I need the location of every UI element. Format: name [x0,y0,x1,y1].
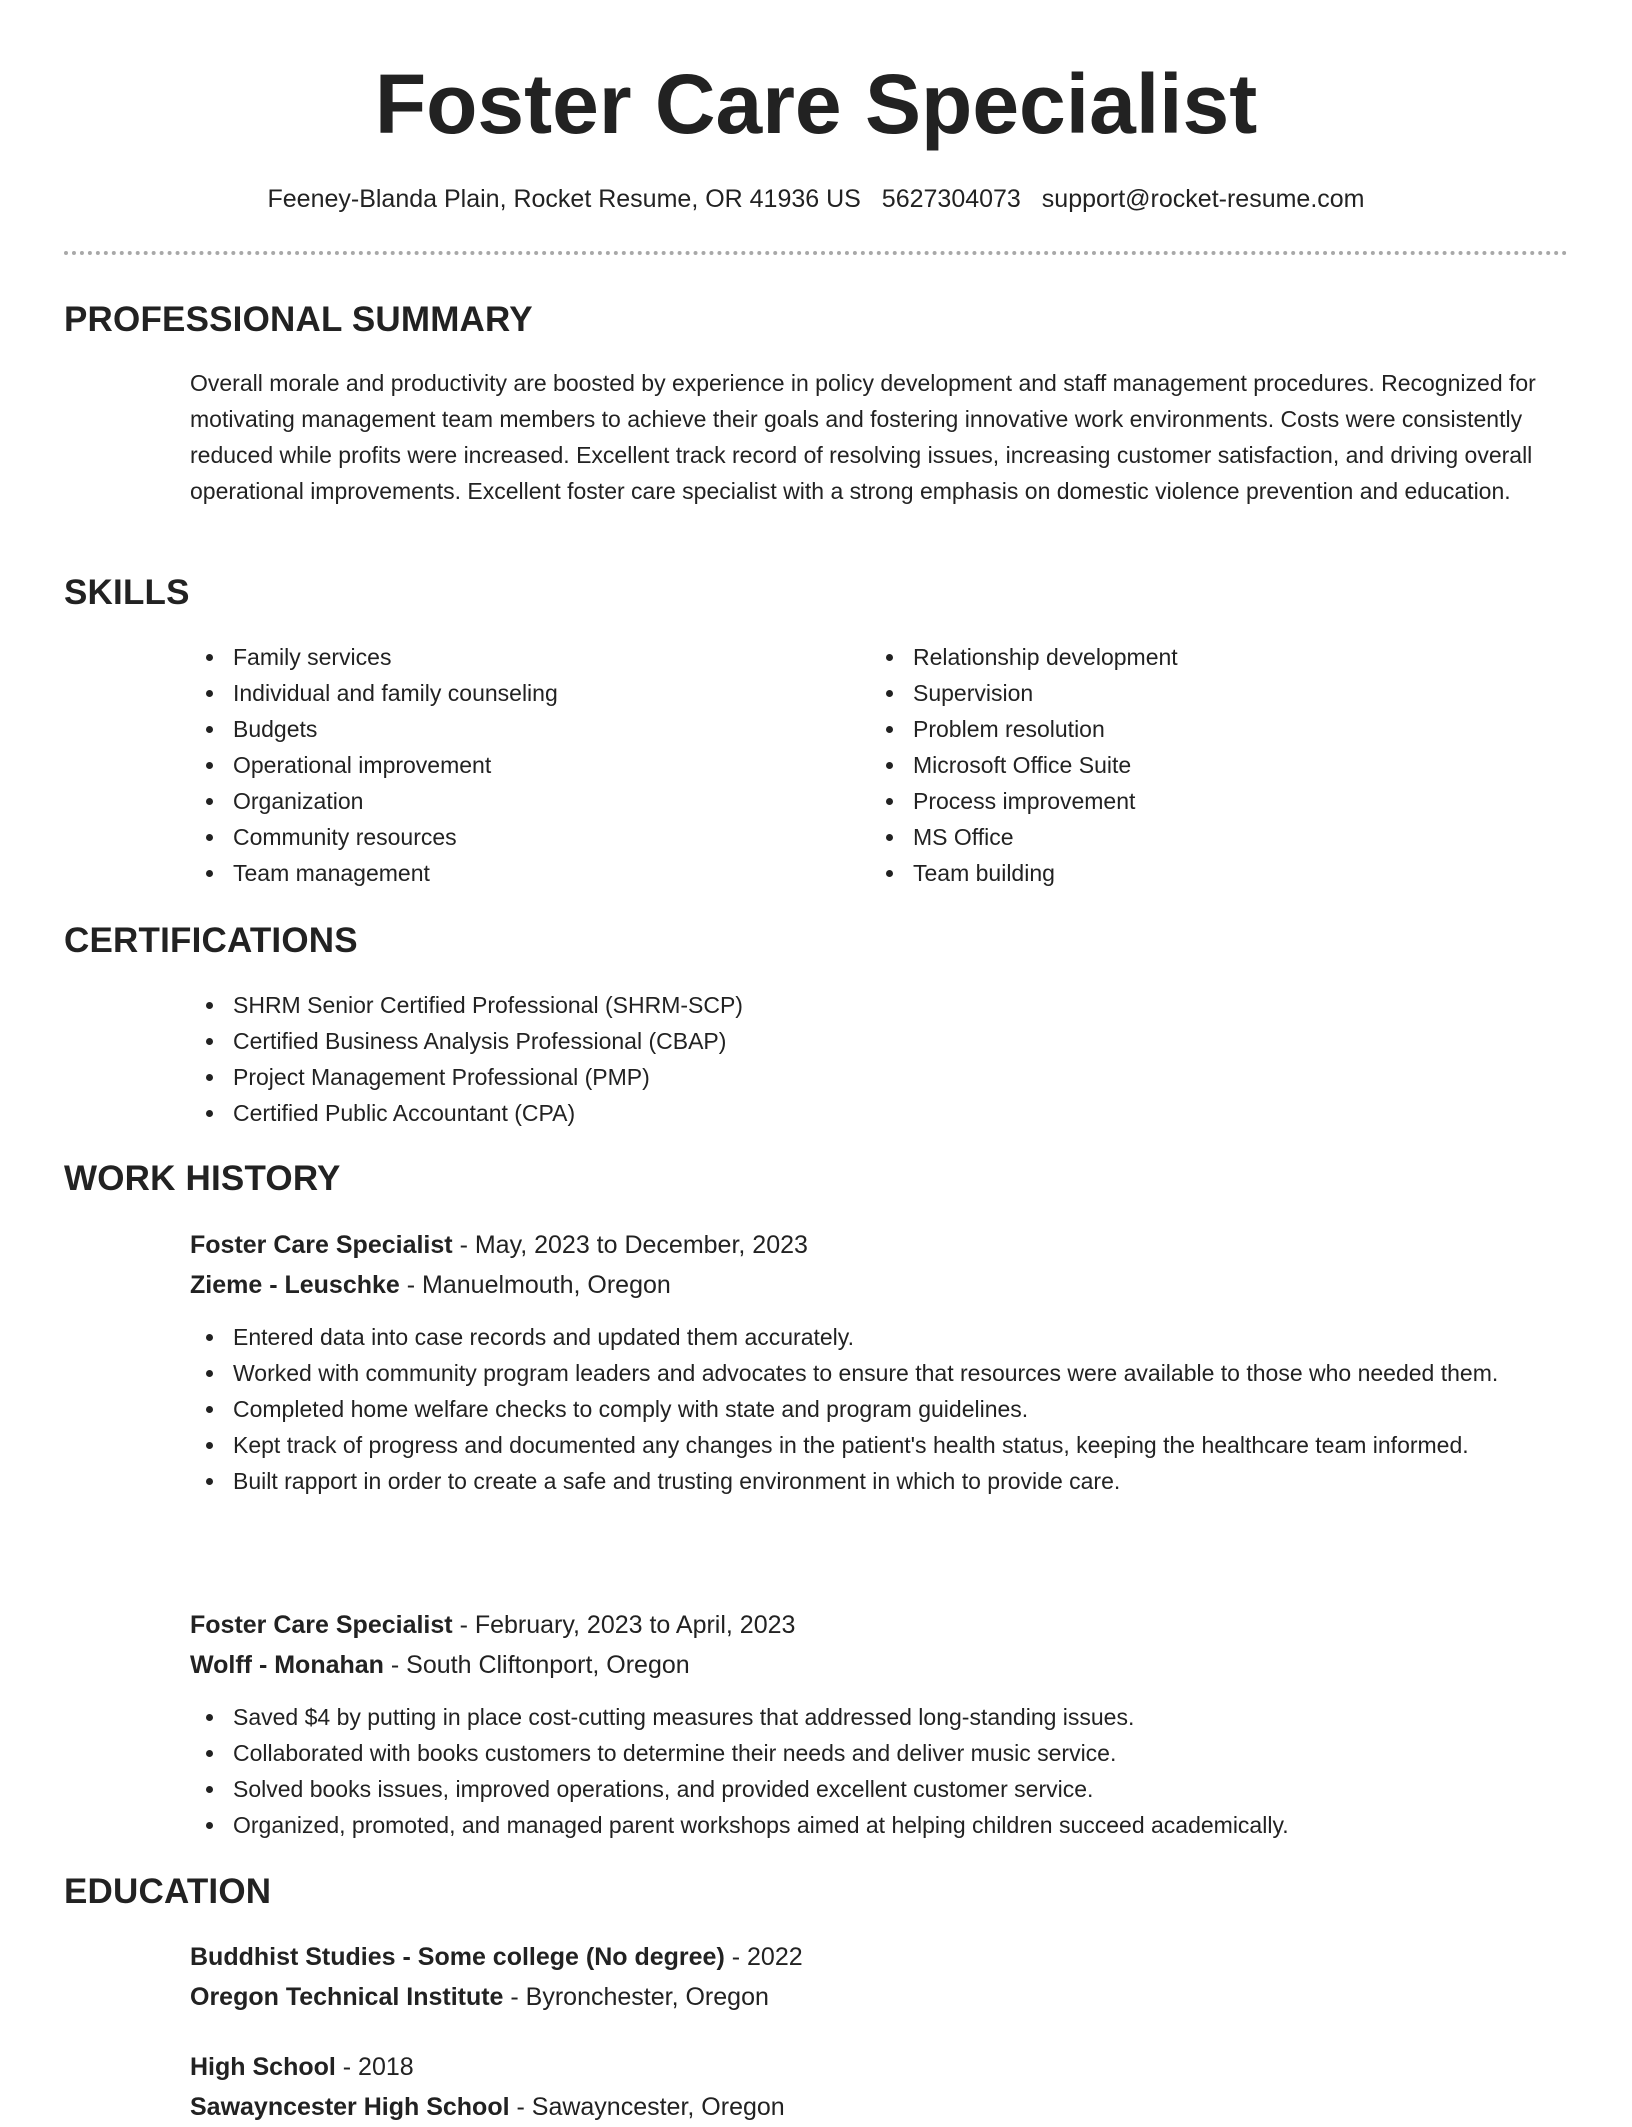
skill-item: Problem resolution [870,711,1510,747]
education-location: - Sawayncester, Oregon [509,2093,785,2121]
education-degree: High School [190,2053,336,2081]
job-title: Foster Care Specialist [190,1231,453,1259]
job-bullet: Completed home welfare checks to comply with state and program guidelines. [190,1391,1570,1427]
education-location: - Byronchester, Oregon [503,1983,769,2011]
certifications-list [190,987,1570,1131]
job-entry [190,1225,1570,1305]
job-company: Zieme - Leuschke [190,1271,400,1299]
job-bullet: Organized, promoted, and managed parent workshops aimed at helping children succeed academically. [190,1807,1570,1843]
skill-item: Team management [190,855,830,891]
education-entry [190,2047,1570,2127]
job-company: Wolff - Monahan [190,1651,384,1679]
job-location: - South Cliftonport, Oregon [383,1651,690,1679]
skill-item: Community resources [190,819,830,855]
education-school-line [190,1977,1570,2017]
job-bullet: Kept track of progress and documented any changes in the patient's health status, keeping the healthcare team informed. [190,1427,1570,1463]
contact-phone: 5627304073 [881,185,1021,213]
job-dates: - February, 2023 to April, 2023 [452,1611,796,1639]
job-title-line [190,1605,1570,1645]
job-title-line [190,1225,1570,1265]
job-company-line [190,1645,1570,1685]
education-school: Oregon Technical Institute [190,1983,504,2011]
section-heading-certifications: CERTIFICATIONS [64,921,358,960]
skill-item: Organization [190,783,830,819]
job-location: - Manuelmouth, Oregon [399,1271,671,1299]
skills-list-right [870,639,1510,891]
skill-item: Team building [870,855,1510,891]
job-bullet: Collaborated with books customers to determine their needs and deliver music service. [190,1735,1570,1771]
skill-item: Microsoft Office Suite [870,747,1510,783]
section-heading-education: EDUCATION [64,1872,272,1911]
header-divider [64,251,1568,255]
summary-text: Overall morale and productivity are boosted by experience in policy development and staff management procedures. Recognized for motivating management team members to achieve their goals and fostering innovative work environments. Costs were consistently reduced while profits were increased. Excellent track record of resolving issues, increasing customer satisfaction, and driving overall operational improvements. Excellent foster care specialist with a strong emphasis on domestic violence prevention and education. [190,370,1536,504]
job-entry [190,1605,1570,1685]
job-bullet: Solved books issues, improved operations, and provided excellent customer service. [190,1771,1570,1807]
job-bullets [190,1319,1570,1499]
job-company-line [190,1265,1570,1305]
education-degree-line [190,2047,1570,2087]
candidate-name: Foster Care Specialist [374,57,1258,151]
skill-item: Family services [190,639,830,675]
certification-item: Certified Business Analysis Professional (CBAP) [190,1023,1570,1059]
job-dates: - May, 2023 to December, 2023 [452,1231,808,1259]
education-entry [190,1937,1570,2017]
certification-item: SHRM Senior Certified Professional (SHRM-SCP) [190,987,1570,1023]
skill-item: Supervision [870,675,1510,711]
contact-address: Feeney-Blanda Plain, Rocket Resume, OR 41936 US [267,185,861,213]
job-title: Foster Care Specialist [190,1611,453,1639]
certification-item: Certified Public Accountant (CPA) [190,1095,1570,1131]
section-heading-skills: SKILLS [64,573,190,612]
education-degree: Buddhist Studies - Some college (No degree) [190,1943,725,1971]
job-bullet: Worked with community program leaders and advocates to ensure that resources were available to those who needed them. [190,1355,1570,1391]
section-heading-work-history: WORK HISTORY [64,1159,341,1198]
contact-email: support@rocket-resume.com [1041,185,1365,213]
education-year: - 2022 [724,1943,803,1971]
section-heading-summary: PROFESSIONAL SUMMARY [64,300,533,339]
skill-item: Process improvement [870,783,1510,819]
job-bullet: Saved $4 by putting in place cost-cutting measures that addressed long-standing issues. [190,1699,1570,1735]
job-bullet: Entered data into case records and updated them accurately. [190,1319,1570,1355]
education-year: - 2018 [335,2053,414,2081]
certification-item: Project Management Professional (PMP) [190,1059,1570,1095]
skill-item: Budgets [190,711,830,747]
job-bullets [190,1699,1570,1843]
contact-line [0,182,1632,216]
job-bullet: Built rapport in order to create a safe and trusting environment in which to provide care. [190,1463,1570,1499]
skill-item: Relationship development [870,639,1510,675]
education-degree-line [190,1937,1570,1977]
education-school-line [190,2087,1570,2127]
skill-item: Individual and family counseling [190,675,830,711]
skill-item: MS Office [870,819,1510,855]
skill-item: Operational improvement [190,747,830,783]
skills-list-left [190,639,830,891]
education-school: Sawayncester High School [190,2093,510,2121]
